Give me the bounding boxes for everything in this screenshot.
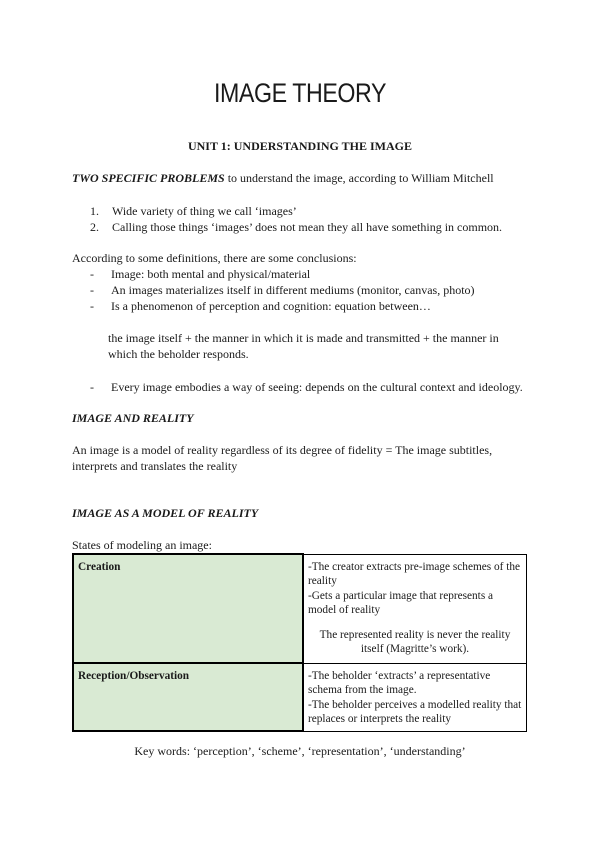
list-item: - Is a phenomenon of perception and cognition: equation between…	[90, 299, 431, 313]
states-intro: States of modeling an image:	[72, 538, 212, 552]
problems-line	[72, 170, 494, 186]
table-row	[73, 663, 527, 731]
list-item: 2. Calling those things ‘images’ does not mean they all have something in common.	[90, 220, 503, 234]
table-row	[73, 554, 527, 663]
state-label: Reception/Observation	[73, 663, 303, 731]
list-item: - Image: both mental and physical/material	[90, 267, 311, 281]
model-heading: IMAGE AS A MODEL OF REALITY	[72, 506, 259, 520]
states-table	[72, 553, 527, 732]
state-label: Creation	[73, 554, 303, 663]
problems-list	[90, 203, 502, 235]
problems-label: TWO SPECIFIC PROBLEMS	[72, 171, 225, 185]
problems-rest: to understand the image, according to William Mitchell	[224, 171, 494, 185]
page-title: IMAGE THEORY	[213, 78, 387, 108]
list-item: - An images materializes itself in different mediums (monitor, canvas, photo)	[90, 283, 475, 297]
list-item: 1. Wide variety of thing we call ‘images’	[90, 204, 297, 218]
image-reality-heading: IMAGE AND REALITY	[72, 411, 194, 425]
state-description: -The beholder ‘extracts’ a representative schema from the image. -The beholder perceives a modelled reality that replaces or interprets the reality	[303, 663, 527, 731]
conclusions-list	[90, 266, 475, 314]
list-item: - Every image embodies a way of seeing: depends on the cultural context and ideology.	[90, 380, 523, 394]
equation-text: the image itself + the manner in which it is made and transmitted + the manner in which the beholder responds.	[108, 331, 499, 361]
keywords-line: Key words: ‘perception’, ‘scheme’, ‘representation’, ‘understanding’	[134, 744, 466, 758]
unit-heading: UNIT 1: UNDERSTANDING THE IMAGE	[187, 139, 413, 153]
state-note: The represented reality is never the reality itself (Magritte’s work).	[319, 628, 511, 655]
conclusions-intro: According to some definitions, there are some conclusions:	[72, 251, 357, 265]
state-description: -The creator extracts pre-image schemes of the reality -Gets a particular image that represents a model of reality The represented reality is never the reality itself (Magritte’s work).	[303, 554, 527, 663]
image-reality-text: An image is a model of reality regardless of its degree of fidelity = The image subtitles, interprets and translates the reality	[72, 443, 493, 473]
